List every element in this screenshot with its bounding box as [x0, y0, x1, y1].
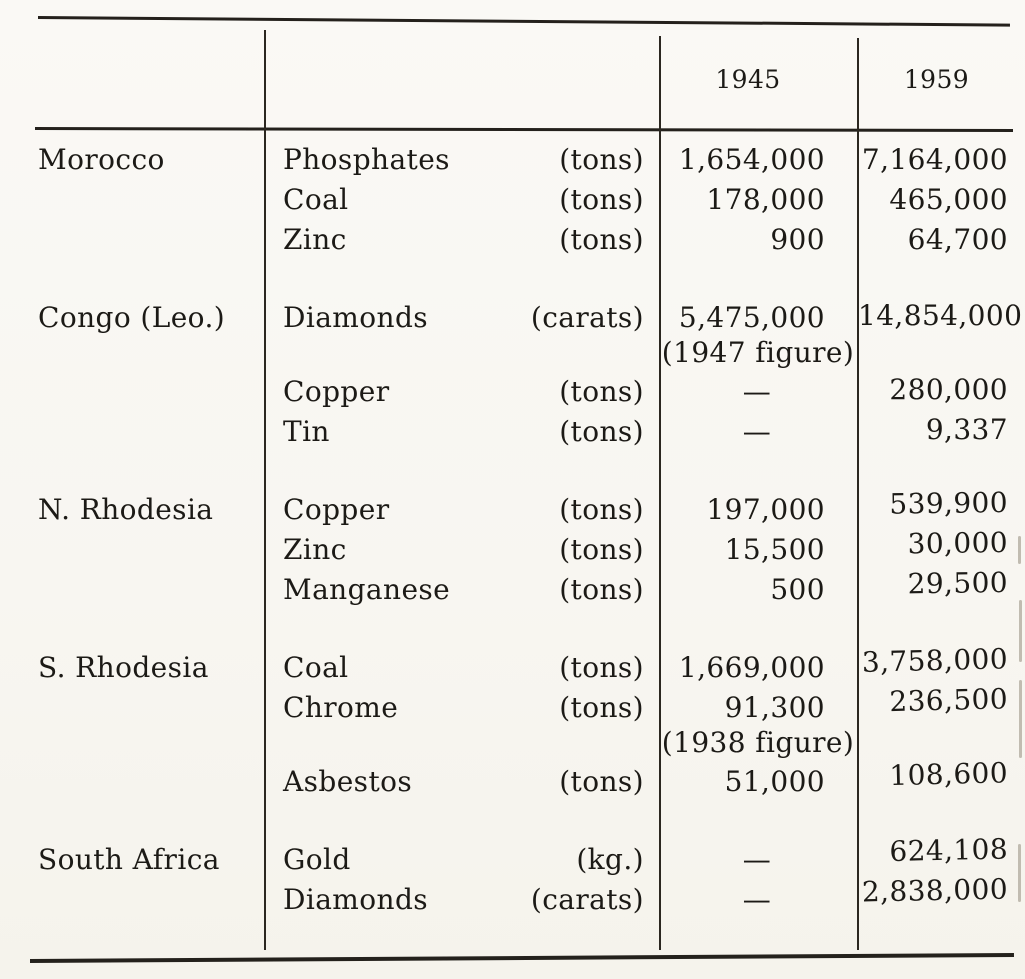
value-1945: —	[742, 883, 772, 916]
empty-cell	[858, 336, 1015, 370]
empty-cell	[35, 338, 265, 372]
mineral-label: Zinc	[283, 533, 347, 566]
empty-cell	[265, 338, 660, 372]
page-edge-mark	[1019, 600, 1022, 662]
mineral-cell	[265, 688, 660, 728]
country-cell	[35, 880, 265, 920]
mineral-cell	[265, 298, 660, 338]
value-1959: 7,164,000	[861, 143, 1008, 176]
value-1959: 30,000	[907, 526, 1009, 561]
country-cell: South Africa	[38, 843, 220, 876]
country-cell: Morocco	[38, 143, 165, 176]
mineral-cell	[265, 530, 660, 570]
year-note-1945: (1947 figure)	[661, 336, 855, 369]
country-group	[35, 642, 1015, 802]
page-edge-mark	[1018, 536, 1021, 564]
unit-label: (tons)	[559, 375, 644, 408]
mineral-label: Chrome	[283, 691, 399, 724]
value-1959: 465,000	[889, 183, 1008, 216]
mineral-cell	[265, 840, 660, 880]
country-cell	[35, 180, 265, 220]
unit-label: (kg.)	[576, 843, 644, 876]
table-row	[35, 372, 1015, 412]
value-1945: 197,000	[706, 493, 825, 526]
mineral-label: Diamonds	[283, 301, 429, 334]
mineral-label: Tin	[283, 415, 330, 448]
mineral-cell	[265, 880, 660, 920]
unit-label: (tons)	[559, 533, 644, 566]
country-cell	[35, 570, 265, 610]
year-note-1945: (1938 figure)	[661, 726, 855, 759]
header-separator-rule	[35, 127, 1013, 132]
mineral-label: Diamonds	[283, 883, 429, 916]
unit-label: (tons)	[559, 573, 644, 606]
empty-cell	[35, 728, 265, 762]
value-1945: 15,500	[724, 533, 825, 566]
empty-cell	[858, 719, 1016, 757]
value-1945: 91,300	[724, 691, 825, 724]
empty-cell	[265, 728, 660, 762]
value-1945: —	[742, 843, 772, 876]
unit-label: (tons)	[559, 493, 644, 526]
value-1959: 280,000	[889, 373, 1008, 406]
unit-label: (tons)	[559, 223, 644, 256]
table-row	[35, 140, 1015, 180]
mineral-label: Copper	[283, 375, 390, 408]
value-1959: 2,838,000	[861, 872, 1009, 909]
table-note-row	[35, 338, 1015, 372]
unit-label: (tons)	[559, 183, 644, 216]
mineral-cell	[265, 570, 660, 610]
table-row	[35, 756, 1015, 802]
mineral-label: Gold	[283, 843, 351, 876]
mineral-label: Copper	[283, 493, 390, 526]
value-1945: 51,000	[724, 765, 825, 798]
table-row	[35, 220, 1015, 260]
mineral-label: Coal	[283, 183, 349, 216]
country-cell: Congo (Leo.)	[38, 301, 226, 334]
value-1945: —	[742, 375, 772, 408]
table-row	[35, 872, 1015, 920]
unit-label: (carats)	[530, 301, 644, 334]
mineral-label: Asbestos	[283, 765, 413, 798]
country-group	[35, 486, 1015, 610]
country-cell	[35, 762, 265, 802]
mineral-cell	[265, 412, 660, 452]
table-body	[35, 140, 1023, 958]
page-edge-mark	[1019, 680, 1022, 758]
value-1945: 178,000	[706, 183, 825, 216]
country-cell: N. Rhodesia	[38, 493, 214, 526]
page-edge-mark	[1018, 844, 1021, 902]
mineral-label: Coal	[283, 651, 349, 684]
value-1959: 236,500	[889, 682, 1009, 719]
column-header-1945: 1945	[715, 65, 781, 94]
unit-label: (tons)	[559, 415, 644, 448]
top-rule	[38, 16, 1010, 27]
mineral-cell	[265, 648, 660, 688]
table-row	[35, 412, 1015, 452]
country-cell: S. Rhodesia	[38, 651, 209, 684]
mineral-cell	[265, 372, 660, 412]
country-cell	[35, 412, 265, 452]
table-row	[35, 180, 1015, 220]
value-1959: 624,108	[889, 832, 1009, 868]
value-1945: 900	[770, 223, 825, 256]
value-1959: 108,600	[889, 756, 1009, 793]
table-row	[35, 566, 1015, 610]
mineral-cell	[265, 762, 660, 802]
value-1945: 1,654,000	[678, 143, 825, 176]
mineral-label: Zinc	[283, 223, 347, 256]
column-header-1959: 1959	[903, 65, 970, 94]
mineral-cell	[265, 220, 660, 260]
value-1945: —	[742, 415, 772, 448]
value-1959: 9,337	[925, 413, 1008, 446]
value-1945: 5,475,000	[678, 301, 825, 334]
value-1959: 14,854,000	[858, 299, 1023, 332]
unit-label: (tons)	[559, 651, 644, 684]
country-cell	[35, 530, 265, 570]
table-row	[35, 298, 1023, 338]
value-1959: 29,500	[907, 566, 1009, 601]
value-1945: 1,669,000	[678, 651, 825, 684]
unit-label: (carats)	[530, 883, 644, 916]
country-cell	[35, 372, 265, 412]
country-group	[35, 140, 1015, 260]
value-1959: 3,758,000	[861, 642, 1009, 679]
mineral-cell	[265, 490, 660, 530]
mineral-label: Manganese	[283, 573, 451, 606]
mineral-label: Phosphates	[283, 143, 450, 176]
unit-label: (tons)	[559, 691, 644, 724]
unit-label: (tons)	[559, 765, 644, 798]
value-1945: 500	[770, 573, 825, 606]
country-cell	[35, 688, 265, 728]
value-1959: 539,900	[889, 486, 1009, 521]
mineral-cell	[265, 180, 660, 220]
country-group	[35, 298, 1023, 452]
unit-label: (tons)	[559, 143, 644, 176]
country-group	[35, 832, 1015, 920]
country-cell	[35, 220, 265, 260]
mineral-cell	[265, 140, 660, 180]
value-1959: 64,700	[907, 223, 1008, 256]
